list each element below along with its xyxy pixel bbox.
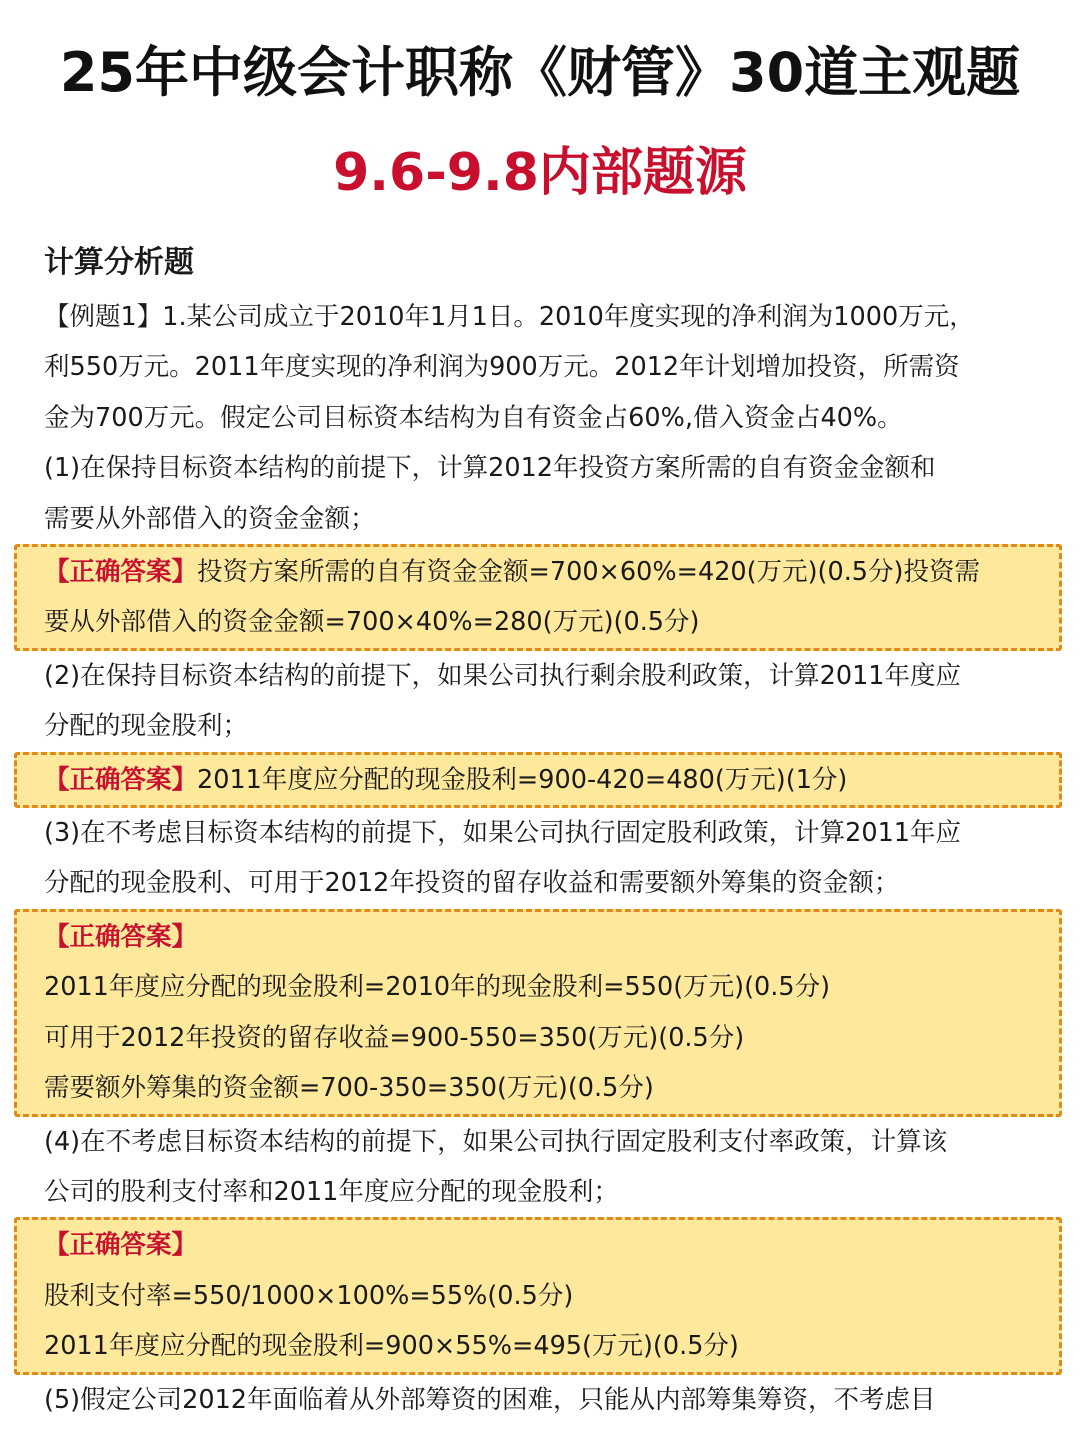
sub-question-3: (3)在不考虑目标资本结构的前提下，如果公司执行固定股利政策，计算2011年应 bbox=[44, 818, 962, 849]
answer-label: 【正确答案】 bbox=[44, 764, 198, 795]
answer-line: 股利支付率=550/1000×100%=55%(0.5分) bbox=[44, 1280, 574, 1311]
answer-line: 要从外部借入的资金金额=700×40%=280(万元)(0.5分) bbox=[44, 607, 700, 638]
page-subtitle: 9.6-9.8内部题源 bbox=[333, 143, 747, 203]
document-body bbox=[44, 238, 1044, 1425]
sub-question-2: 分配的现金股利； bbox=[44, 711, 249, 742]
question-text: 金为700万元。假定公司目标资本结构为自有资金占60%,借入资金占40%。 bbox=[44, 402, 903, 433]
sub-question-1: 需要从外部借入的资金金额； bbox=[44, 503, 376, 534]
answer-text: 2011年度应分配的现金股利=900-420=480(万元)(1分) bbox=[197, 764, 848, 795]
question-text: 【例题1】1.某公司成立于2010年1月1日。2010年度实现的净利润为1000万元， bbox=[44, 302, 975, 332]
answer-line: 可用于2012年投资的留存收益=900-550=350(万元)(0.5分) bbox=[44, 1022, 745, 1053]
sub-question-3: 分配的现金股利、可用于2012年投资的留存收益和需要额外筹集的资金额； bbox=[44, 868, 900, 899]
answer-line: 需要额外筹集的资金额=700-350=350(万元)(0.5分) bbox=[44, 1073, 654, 1104]
sub-question-2: (2)在保持目标资本结构的前提下，如果公司执行剩余股利政策，计算2011年度应 bbox=[44, 660, 962, 691]
sub-question-5: (5)假定公司2012年面临着从外部筹资的困难，只能从内部筹集筹资，不考虑目 bbox=[44, 1384, 936, 1415]
answer-label: 【正确答案】 bbox=[44, 557, 198, 588]
answer-box-3 bbox=[14, 909, 1062, 1117]
sub-question-4: 公司的股利支付率和2011年度应分配的现金股利； bbox=[44, 1176, 619, 1207]
section-title: 计算分析题 bbox=[44, 245, 194, 280]
answer-line: 2011年度应分配的现金股利=2010年的现金股利=550(万元)(0.5分) bbox=[44, 972, 831, 1003]
page-title: 25年中级会计职称《财管》30道主观题 bbox=[59, 41, 1021, 104]
answer-line: 2011年度应分配的现金股利=900×55%=495(万元)(0.5分) bbox=[44, 1331, 739, 1362]
answer-text: 投资方案所需的自有资金金额=700×60%=420(万元)(0.5分)投资需 bbox=[197, 557, 980, 588]
answer-box-2 bbox=[14, 752, 1062, 808]
answer-label: 【正确答案】 bbox=[44, 1230, 198, 1261]
sub-question-1: (1)在保持目标资本结构的前提下，计算2012年投资方案所需的自有资金金额和 bbox=[44, 453, 936, 484]
sub-question-4: (4)在不考虑目标资本结构的前提下，如果公司执行固定股利支付率政策，计算该 bbox=[44, 1126, 948, 1157]
answer-label: 【正确答案】 bbox=[44, 921, 198, 952]
answer-box-1 bbox=[14, 544, 1062, 651]
question-text: 利550万元。2011年度实现的净利润为900万元。2012年计划增加投资，所需资 bbox=[44, 352, 960, 383]
answer-box-4 bbox=[14, 1217, 1062, 1374]
answer-line bbox=[44, 755, 1059, 805]
answer-line bbox=[44, 547, 1059, 597]
